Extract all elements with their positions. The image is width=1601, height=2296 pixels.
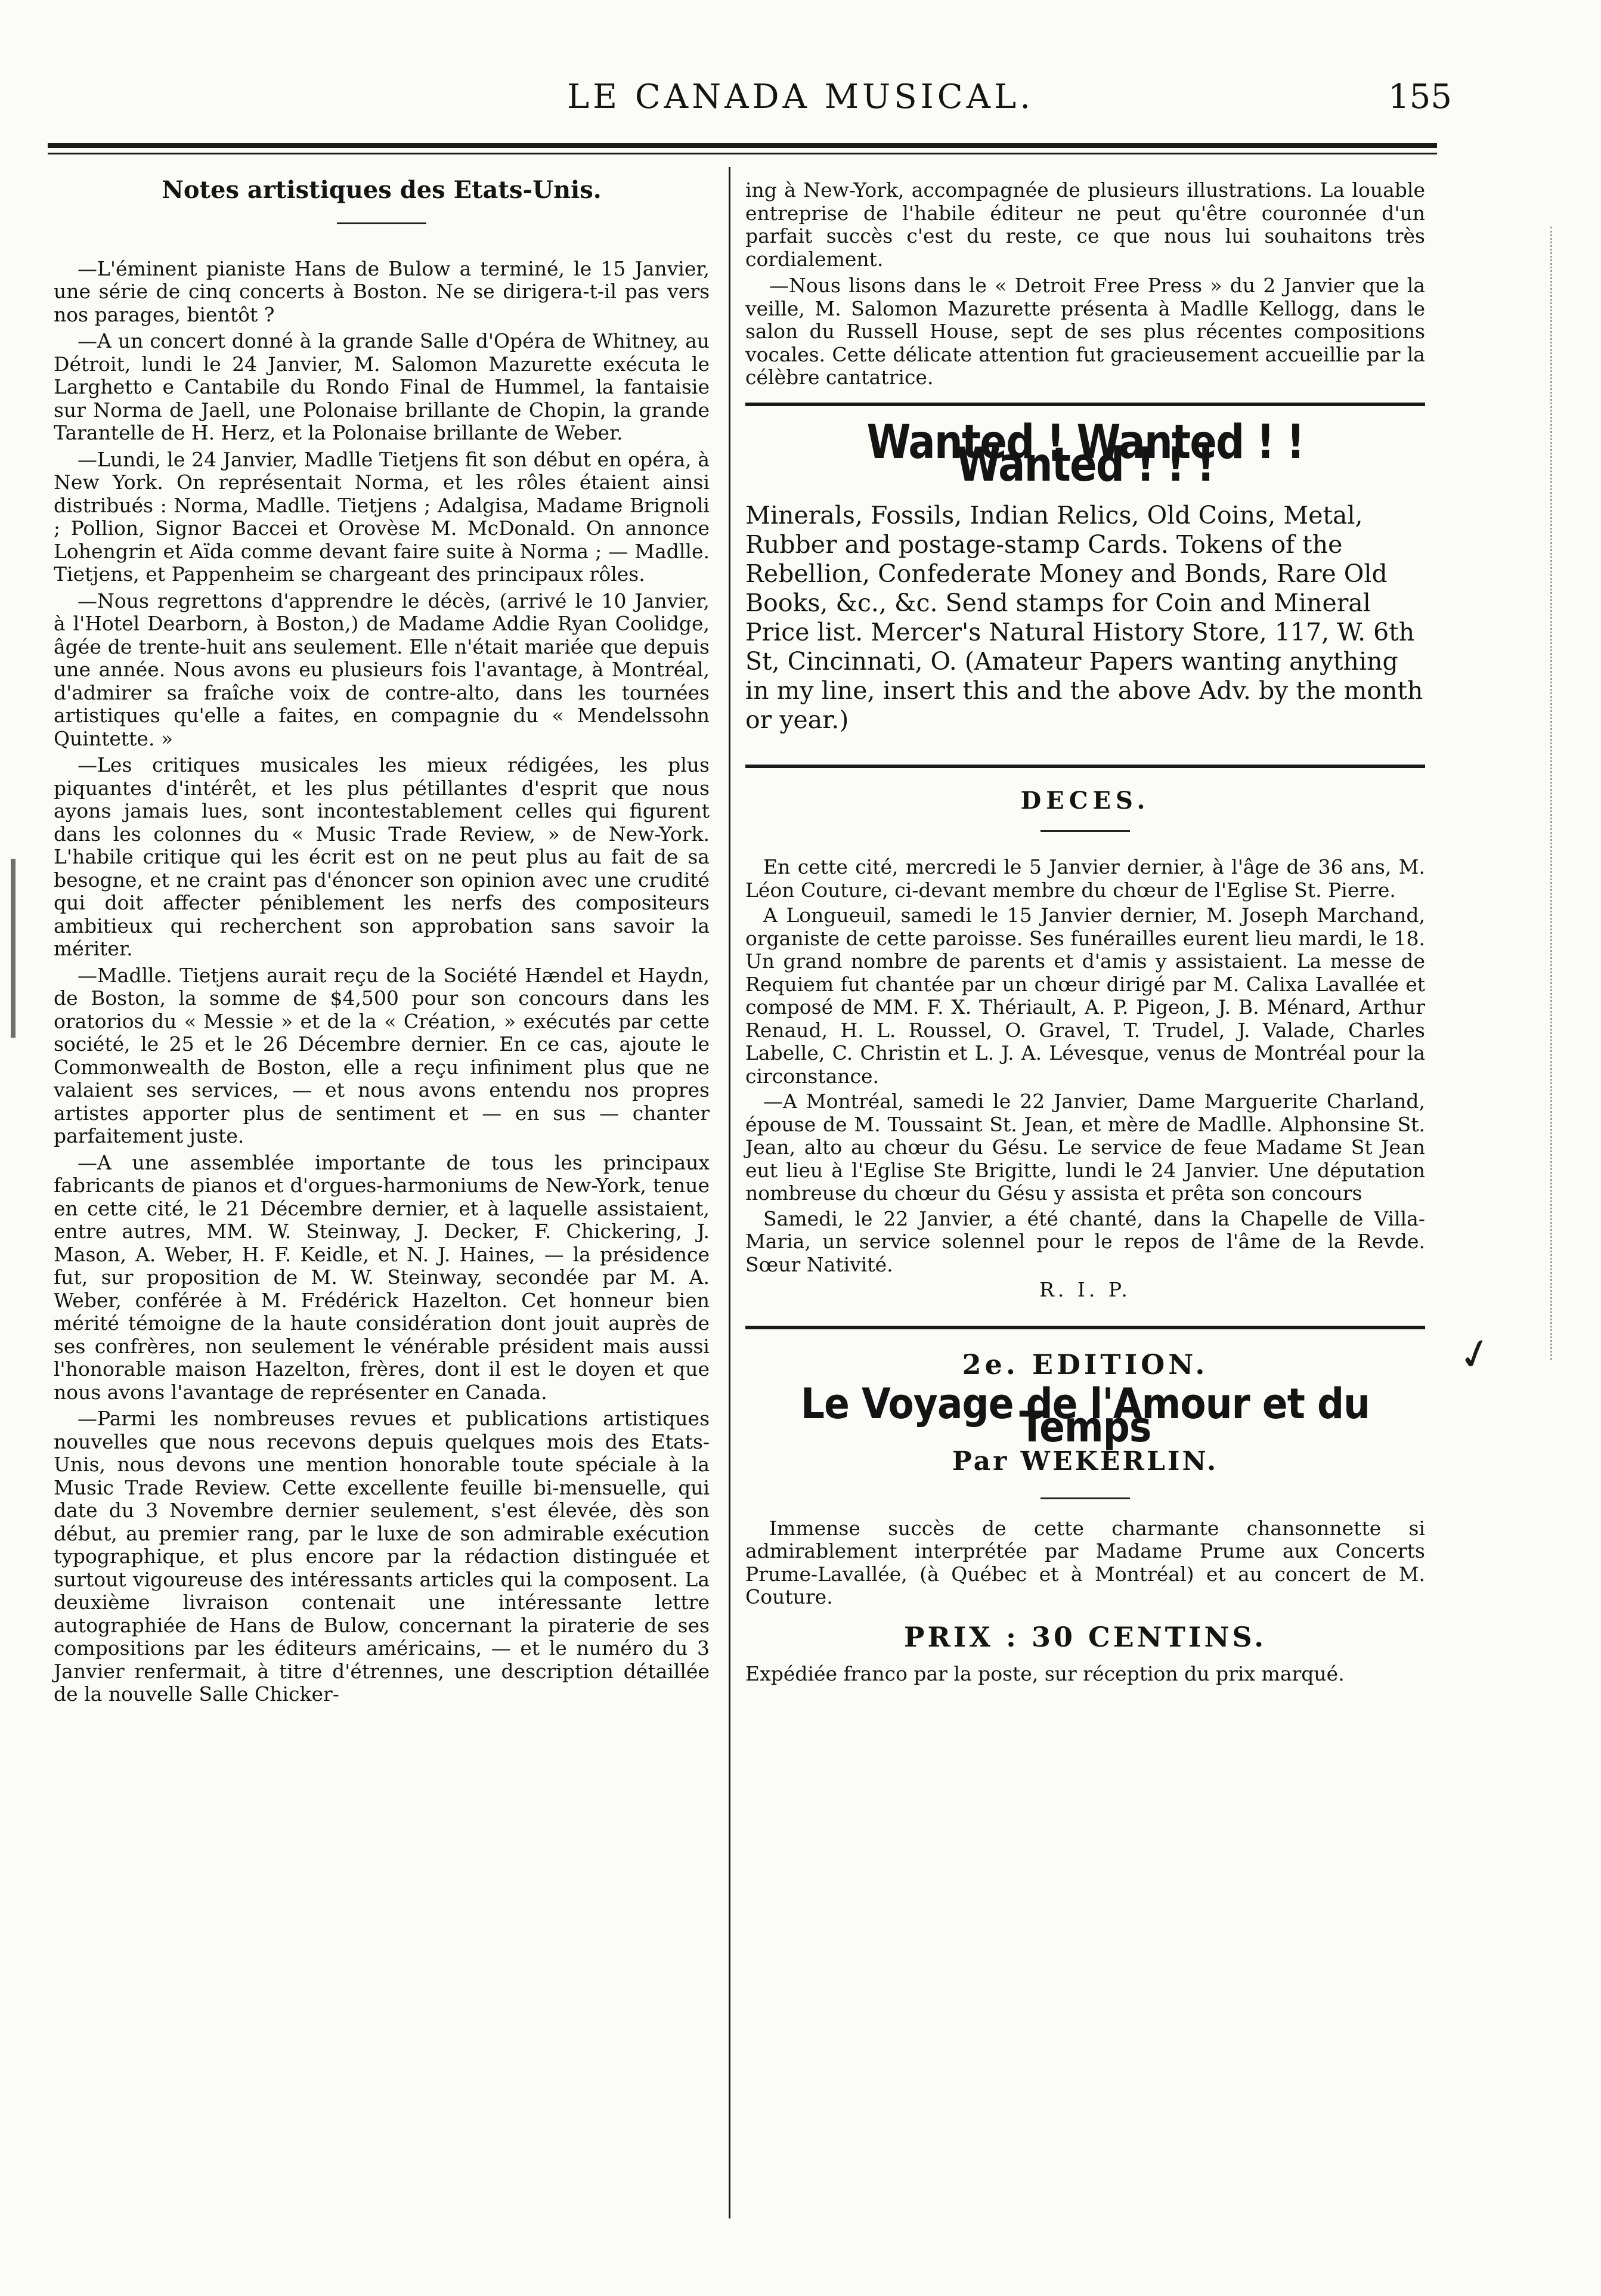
publication-author: Par WEKERLIN. <box>952 1446 1219 1477</box>
publication-rule <box>1041 1497 1130 1499</box>
publication-description: Immense succès de cette charmante chansonnette si admirablement interprétée par Madame Prume aux Concerts Prume-Lavallée, (à Québec et à Montréal) et au concert de M. Couture. <box>745 1516 1425 1608</box>
continuation-paragraph: —Nous lisons dans le « Detroit Free Press » du 2 Janvier que la veille, M. Salomon Mazurette présenta à Madlle Kellogg, dans le salon du Russell House, sept de ses plus récentes compositions vocales. Cette délicate attention fut gracieusement accueillie par la célèbre cantatrice. <box>745 274 1425 389</box>
edition-label: 2e. EDITION. <box>962 1348 1209 1381</box>
page-number: 155 <box>1388 78 1452 116</box>
masthead: LE CANADA MUSICAL. <box>566 78 1035 116</box>
header-rule-thin <box>48 153 1437 154</box>
header-rule-thick <box>48 143 1437 148</box>
rip-text: R. I. P. <box>1039 1278 1131 1301</box>
wanted-ad-body: Minerals, Fossils, Indian Relics, Old Coins, Metal, Rubber and postage-stamp Cards. Tokens of the Rebellion, Confederate Money and Bonds, Rare Old Books, &c., &c. Send stamps for Coin and Mineral Price list. Mercer's Natural History Store, 117, W. 6th St, Cincinnati, O. (Amateur Papers wanting anything in my line, insert this and the above Adv. by the month or year.) <box>745 500 1423 734</box>
notes-paragraph: —A un concert donné à la grande Salle d'Opéra de Whitney, au Détroit, lundi le 24 Janvier, M. Salomon Mazurette exécuta le Larghetto e Cantabile du Rondo Final de Hummel, la fantaisie sur Norma de Jaell, une Polonaise brillante de Chopin, la grande Tarantelle de H. Herz, et la Polonaise brillante de Weber. <box>54 329 710 444</box>
page-header <box>0 78 1601 131</box>
notes-title: Notes artistiques des Etats-Unis. <box>162 176 602 204</box>
column-divider <box>729 167 730 2218</box>
notes-paragraph: —Lundi, le 24 Janvier, Madlle Tietjens fit son début en opéra, à New York. On représentait Norma, et les rôles étaient ainsi distribués : Norma, Madlle. Tietjens ; Adalgisa, Madame Brignoli ; Pollion, Signor Baccei et Orovèse M. McDonald. On annonce Lohengrin et Aïda comme devant faire suite à Norma ; — Madlle. Tietjens, et Pappenheim se chargeant des principaux rôles. <box>54 447 710 586</box>
deces-notices <box>745 856 1425 1276</box>
left-column <box>54 176 710 1710</box>
title-rule <box>337 222 426 224</box>
deces-notice: En cette cité, mercredi le 5 Janvier dernier, à l'âge de 36 ans, M. Léon Couture, ci-devant membre du chœur de l'Eglise St. Pierre. <box>745 855 1425 902</box>
scan-margin-marks <box>1550 227 1558 1360</box>
deces-rule <box>1041 830 1130 832</box>
wanted-ad-heading: Wanted ! Wanted ! ! Wanted ! ! ! <box>866 415 1304 492</box>
notes-paragraph: —Madlle. Tietjens aurait reçu de la Société Hændel et Haydn, de Boston, la somme de $4,500 pour son concours dans les oratorios du « Messie » et de la « Création, » exécutés par cette société, le 25 et le 26 Décembre dernier. En ce cas, ajoute le Commonwealth de Boston, elle a reçu infiniment plus que ne valaient ses services, — et nous avons entendu nos propres artistes apporter plus de sentiment et — en sus — chanter parfaitement juste. <box>54 963 710 1147</box>
continuation-paragraph: ing à New-York, accompagnée de plusieurs illustrations. La louable entreprise de l'habile éditeur ne peut qu'être couronnée d'un parfait succès c'est du reste, ce que nous lui souhaitons très cordialement. <box>745 178 1425 271</box>
shipping-note: Expédiée franco par la poste, sur réception du prix marqué. <box>745 1662 1345 1685</box>
ad-bottom-rule <box>745 765 1425 768</box>
notes-paragraph: —L'éminent pianiste Hans de Bulow a terminé, le 15 Janvier, une série de cinq concerts à Boston. Ne se dirigera-t-il pas vers nos parages, bientôt ? <box>54 256 710 326</box>
notes-paragraph: —Nous regrettons d'apprendre le décès, (arrivé le 10 Janvier, à l'Hotel Dearborn, à Boston,) de Madame Addie Ryan Coolidge, âgée de trente-huit ans seulement. Elle n'était mariée que depuis une année. Nous avons eu plusieurs fois l'avantage, à Montréal, d'admirer sa fraîche voix de contre-alto, dans les tournées artistiques qu'elle a faites, en compagnie du « Mendelssohn Quintette. » <box>54 589 710 750</box>
ad-top-rule <box>745 403 1425 406</box>
notes-paragraph: —A une assemblée importante de tous les principaux fabricants de pianos et d'orgues-harmoniums de New-York, tenue en cette cité, le 21 Décembre dernier, et à laquelle assistaient, entre autres, MM. W. Steinway, J. Decker, F. Chickering, J. Mason, A. Weber, H. F. Keidle, et N. J. Haines, — la présidence fut, sur proposition de M. W. Steinway, secondée par M. A. Weber, conférée à M. Frédérick Hazelton. Cet honneur bien mérité témoigne de la haute considération dont jouit auprès de ses confrères, non seulement le vénérable président mais aussi l'honorable maison Hazelton, frères, dont il est le doyen et que nous avons l'avantage de représenter en Canada. <box>54 1150 710 1404</box>
handwritten-check-mark: ✓ <box>1452 1326 1499 1383</box>
deces-notice: A Longueuil, samedi le 15 Janvier dernier, M. Joseph Marchand, organiste de cette paroisse. Ses funérailles eurent lieu mardi, le 18. Un grand nombre de parents et d'amis y assistaient. La messe de Requiem fut chantée par un chœur dirigé par M. Calixa Lavallée et composé de MM. F. X. Thériault, A. P. Pigeon, J. B. Ménard, Arthur Renaud, H. L. Roussel, O. Gravel, T. Trudel, J. Valade, Charles Labelle, C. Christin et L. J. A. Lévesque, venus de Montréal pour la circonstance. <box>745 903 1425 1088</box>
deces-notice: Samedi, le 22 Janvier, a été chanté, dans la Chapelle de Villa-Maria, un service solennel pour le repos de l'âme de la Revde. Sœur Nativité. <box>745 1206 1425 1276</box>
notes-paragraph: —Les critiques musicales les mieux rédigées, les plus piquantes d'intérêt, et les plus pétillantes d'esprit que nous ayons jamais lues, sont incontestablement celles qui figurent dans les colonnes du « Music Trade Review, » de New-York. L'habile critique qui les écrit est on ne peut plus au fait de sa besogne, et ne craint pas d'énoncer son opinion avec une crudité qui doit affecter péniblement les nerfs des compositeurs ambitieux qui recherchent son approbation sans savoir la mériter. <box>54 753 710 960</box>
right-column <box>745 179 1425 1686</box>
deces-title: DECES. <box>1020 786 1150 815</box>
publication-title: Le Voyage de l'Amour et du Temps <box>800 1379 1370 1452</box>
publication-price: PRIX : 30 CENTINS. <box>903 1620 1267 1653</box>
scan-edge-mark <box>11 859 16 1038</box>
deces-notice: —A Montréal, samedi le 22 Janvier, Dame Marguerite Charland, épouse de M. Toussaint St. Jean, et mère de Madlle. Alphonsine St. Jean, alto au chœur du Gésu. Le service de feue Madame St Jean eut lieu à l'Eglise Ste Brigitte, lundi le 24 Janvier. Une députation nombreuse du chœur du Gésu y assista et prêta son concours <box>745 1090 1425 1205</box>
notes-paragraph: —Parmi les nombreuses revues et publications artistiques nouvelles que nous recevons depuis quelques mois des Etats-Unis, nous devons une mention honorable toute spéciale à la Music Trade Review. Cette excellente feuille bi-mensuelle, qui date du 3 Novembre dernier seulement, s'est élevée, dès son début, au premier rang, par le luxe de son admirable exécution typographique, et plus encore par la rédaction distinguée et surtout vigoureuse des intéressants articles qui la composent. La deuxième livraison contenait une intéressante lettre autographiée de Hans de Bulow, concernant la piraterie de ses compositions par les éditeurs américains, — et le numéro du 3 Janvier renfermait, à titre d'étrennes, une description détaillée de la nouvelle Salle Chicker- <box>54 1407 710 1706</box>
publication-top-rule <box>745 1326 1425 1329</box>
